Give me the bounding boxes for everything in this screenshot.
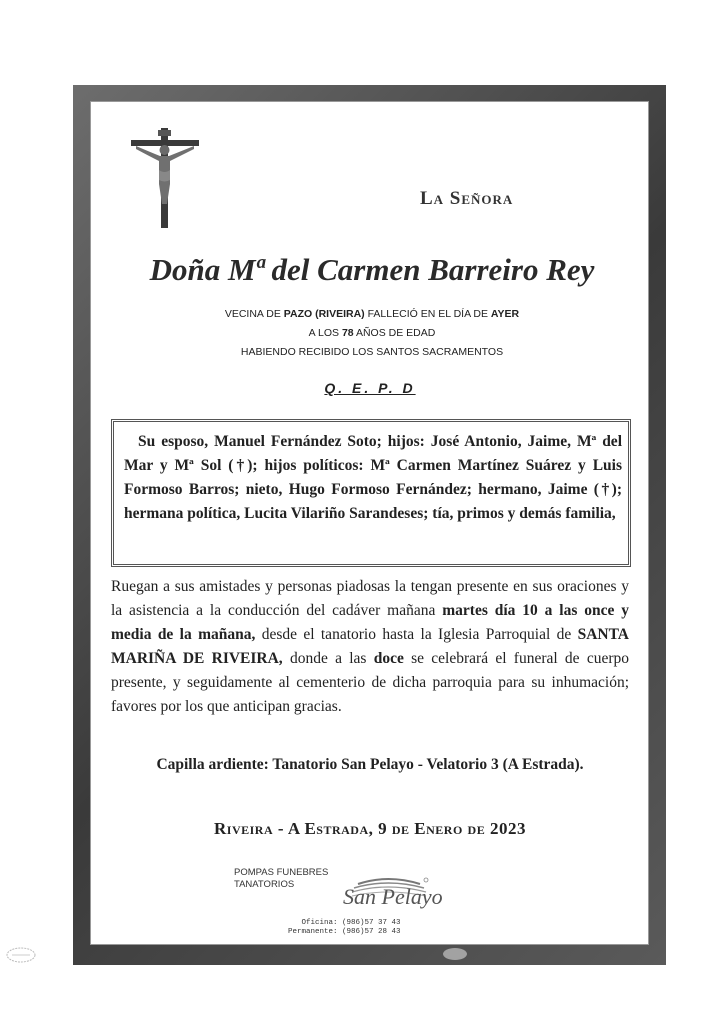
deceased-name: Doña Mª del Carmen Barreiro Rey [149,252,595,287]
info-text: VECINA DE [224,308,284,320]
ceremony-text-part: desde el tanatorio hasta la Iglesia Parroquial de [255,626,578,643]
ceremony-text-part: Ruegan a sus amistades y personas piadosas la tengan presente en sus oraciones y la asistencia a la conducción del cadáver mañana [111,578,629,619]
ceremony-text-part: se celebrará el funeral de cuerpo presente, y seguidamente al cementerio de dicha parroquia para su inhumación; favores por los que anticipan gracias. [111,650,629,715]
ceremony-church: SANTA MARIÑA DE RIVEIRA, [111,626,629,667]
permanent-phone: Permanente: (986)57 28 43 [288,928,401,936]
family-box [111,419,631,567]
company-line: TANATORIOS [234,879,295,890]
scan-smudge-icon [440,944,470,964]
phone-numbers [288,919,401,937]
ceremony-text [111,575,629,719]
crucifix-icon [128,126,202,230]
office-phone: Oficina: (986)57 37 43 [301,919,401,927]
info-line-sacraments: HABIENDO RECIBIDO LOS SANTOS SACRAMENTOS [240,346,504,358]
place-date: Riveira - A Estrada, 9 de Enero de 2023 [214,819,526,838]
title-la-senora: La Señora [420,188,514,209]
ceremony-hour: doce [373,650,404,667]
family-text: Su esposo, Manuel Fernández Soto; hijos: José Antonio, Jaime, Mª del Mar y Mª Sol (†); hijos políticos: Mª Carmen Martínez Suárez y Luis Formoso Barros; nieto, Hugo Formoso Fernández; hermano, Jaime (†); hermana política, Lucita Vilariño Sarandeses; tía, primos y demás familia, [124,433,622,522]
info-line-age [92,327,652,339]
info-place: PAZO (RIVEIRA) [283,308,365,320]
info-text: FALLECIÓ EN EL DÍA DE [364,308,491,320]
logo-text: San Pelayo [343,884,443,909]
info-age: 78 [341,327,354,339]
ceremony-text-part: donde a las [282,650,374,667]
qepd-label: Q. E. P. D [324,380,416,396]
company-name [234,867,328,891]
info-text: AÑOS DE EDAD [353,327,436,339]
ceremony-datetime: martes día 10 a las once y media de la mañana, [111,602,629,643]
info-day: AYER [490,308,520,320]
info-line-residence [92,308,652,320]
company-line: POMPAS FUNEBRES [234,867,329,878]
chapel-info: Capilla ardiente: Tanatorio San Pelayo - Velatorio 3 (A Estrada). [156,756,584,773]
stamp-mark-icon [4,944,38,966]
info-text: A LOS [308,327,342,339]
